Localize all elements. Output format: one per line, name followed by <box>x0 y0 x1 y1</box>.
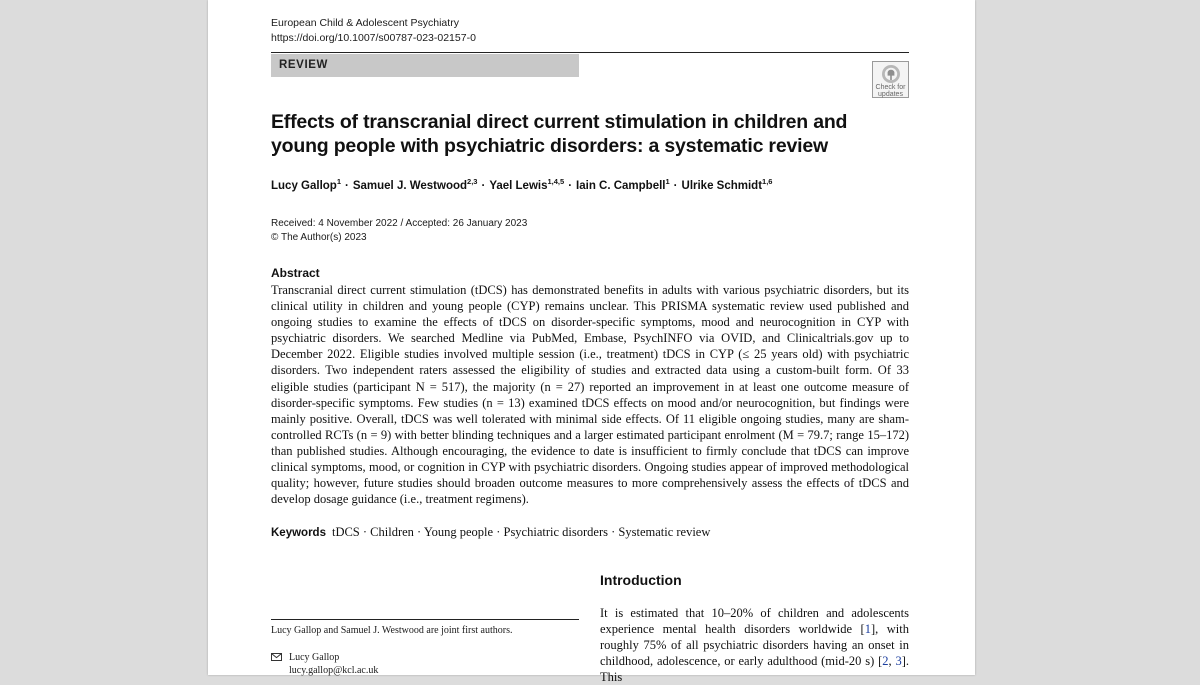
envelope-icon <box>271 653 282 661</box>
intro-text-part: ]. This <box>600 654 910 685</box>
received-accepted-dates: Received: 4 November 2022 / Accepted: 26 January 2023 <box>271 218 528 229</box>
keywords-label: Keywords <box>271 527 326 539</box>
journal-doi-link[interactable]: https://doi.org/10.1007/s00787-023-02157-0 <box>271 32 476 44</box>
intro-text-part: It is estimated that 10–20% of children and adolescents experience mental health disorders worldwide [ <box>600 606 909 637</box>
check-updates-line2: updates <box>878 91 903 98</box>
corresponding-author-name: Lucy Gallop <box>289 652 340 663</box>
publication-dates <box>271 217 527 245</box>
footnote-rule <box>271 619 579 620</box>
journal-header <box>271 16 476 46</box>
joint-authorship-footnote: Lucy Gallop and Samuel J. Westwood are joint first authors. <box>271 625 513 636</box>
author-affiliation: 1 <box>665 177 670 186</box>
author-affiliation: 1,4,5 <box>547 177 565 186</box>
author-name[interactable]: Iain C. Campbell <box>576 179 666 192</box>
author-name[interactable]: Lucy Gallop <box>271 179 337 192</box>
intro-text-part: , <box>888 654 896 669</box>
check-for-updates-icon <box>881 64 901 84</box>
journal-name: European Child & Adolescent Psychiatry <box>271 17 459 29</box>
keywords-list: tDCS · Children · Young people · Psychiatric disorders · Systematic review <box>331 525 711 539</box>
introduction-text <box>600 605 909 685</box>
abstract-heading: Abstract <box>271 266 320 280</box>
citation-link[interactable]: 1 <box>864 622 871 637</box>
header-rule <box>271 52 909 53</box>
author-affiliation: 1,6 <box>762 177 773 186</box>
author-name[interactable]: Ulrike Schmidt <box>681 179 763 192</box>
copyright-line: © The Author(s) 2023 <box>271 232 367 243</box>
article-title: Effects of transcranial direct current stimulation in children and young people with psychiatric disorders: a systematic review <box>271 111 848 157</box>
author-affiliation: 2,3 <box>467 177 478 186</box>
citation-link[interactable]: 2 <box>882 654 889 669</box>
introduction-heading: Introduction <box>600 572 682 588</box>
check-for-updates-button[interactable] <box>872 61 909 98</box>
author-list: Lucy Gallop$^1$ · Samuel J. Westwood$^{2,3}$ · Yael Lewis$^{1,4,5}$ · Iain C. Campbell$^1$ · Ulrike Schmidt$^{1,6}$ <box>271 177 773 192</box>
correspondence-block <box>271 651 378 677</box>
author-name[interactable]: Yael Lewis <box>489 179 548 192</box>
article-page <box>208 0 975 685</box>
check-updates-line1: Check for <box>875 84 906 91</box>
corresponding-author-email[interactable]: lucy.gallop@kcl.ac.uk <box>289 665 379 676</box>
intro-text-part: ], with roughly 75% of all psychiatric disorders having an onset in childhood, adolescence, or early adulthood (mid-20 s) [ <box>600 622 909 669</box>
abstract-text: Transcranial direct current stimulation (tDCS) has demonstrated benefits in adults with various psychiatric disorders, but its clinical utility in children and young people (CYP) remains unclear. This PRISMA systematic review used published and ongoing studies to examine the effects of tDCS on disorder-specific symptoms, mood and neurocognition in CYP with psychiatric disorders. We searched Medline via PubMed, Embase, PsychINFO via OVID, and Clinicaltrials.gov up to December 2022. Eligible studies involved multiple session (i.e., treatment) tDCS in CYP (≤ 25 years old) with psychiatric disorders. Two independent raters assessed the eligibility of studies and extracted data using a custom-built form. Of 33 eligible studies (participant N = 517), the majority (n = 27) reported an improvement in at least one outcome measure of disorder-specific symptoms. Few studies (n = 13) examined tDCS effects on mood and/or neurocognition, but findings were mainly positive. Overall, tDCS was well tolerated with minimal side effects. Of 11 eligible ongoing studies, many are sham-controlled RCTs (n = 9) with better blinding techniques and a larger estimated participant enrolment (M = 79.7; range 15–172) than published studies. Although encouraging, the evidence to date is insufficient to firmly conclude that tDCS can improve clinical symptoms, mood, or cognition in CYP with psychiatric disorders. Ongoing studies appear of improved methodological quality; however, future studies should broaden outcome measures to more comprehensively assess the effects of tDCS and develop dosage guidance (i.e., treatment regimens). <box>271 283 909 507</box>
article-type-badge: REVIEW <box>271 54 579 77</box>
keywords-line <box>271 525 710 540</box>
citation-link[interactable]: 3 <box>895 654 902 669</box>
author-name[interactable]: Samuel J. Westwood <box>352 179 468 192</box>
author-affiliation: 1 <box>336 177 341 186</box>
